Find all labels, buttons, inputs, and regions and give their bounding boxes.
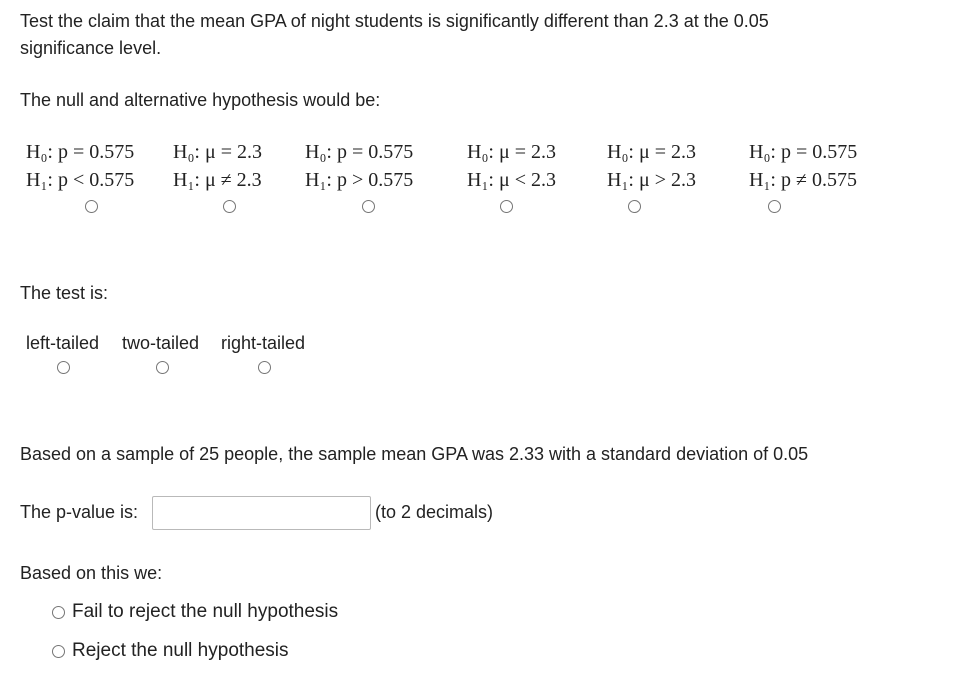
hypothesis-option-2-h1: H₁: μ ≠ 2.3 bbox=[173, 169, 262, 191]
question-text-line-1: Test the claim that the mean GPA of night students is significantly different than 2.3 at the 0.05 bbox=[20, 11, 769, 31]
hypothesis-option-4-h0: H₀: μ = 2.3 bbox=[467, 141, 556, 163]
hypothesis-radio-6[interactable] bbox=[768, 200, 781, 213]
test-radio-left-tailed[interactable] bbox=[57, 361, 70, 374]
conclusion-option-fail-to-reject-label: Fail to reject the null hypothesis bbox=[72, 601, 339, 622]
conclusion-option-reject[interactable] bbox=[52, 639, 289, 663]
test-prompt: The test is: bbox=[20, 283, 109, 303]
hypothesis-prompt: The null and alternative hypothesis would be: bbox=[20, 90, 381, 110]
pvalue-input[interactable] bbox=[152, 496, 371, 530]
test-radio-two-tailed[interactable] bbox=[156, 361, 169, 374]
hypothesis-radio-1[interactable] bbox=[85, 200, 98, 213]
hypothesis-option-5-h0: H₀: μ = 2.3 bbox=[607, 141, 696, 163]
hypothesis-option-4-h1: H₁: μ < 2.3 bbox=[467, 169, 556, 191]
hypothesis-option-1-h1: H₁: p < 0.575 bbox=[26, 169, 135, 191]
hypothesis-option-5-h1: H₁: μ > 2.3 bbox=[607, 169, 696, 191]
hypothesis-radio-2[interactable] bbox=[223, 200, 236, 213]
hypothesis-option-3-h1: H₁: p > 0.575 bbox=[305, 169, 414, 191]
question-text-line-2: significance level. bbox=[20, 38, 162, 58]
conclusion-option-reject-label: Reject the null hypothesis bbox=[72, 640, 289, 661]
hypothesis-radio-5[interactable] bbox=[628, 200, 641, 213]
hypothesis-option-3-h0: H₀: p = 0.575 bbox=[305, 141, 414, 163]
conclusion-radio-fail-to-reject[interactable] bbox=[52, 606, 65, 619]
hypothesis-options bbox=[26, 138, 901, 194]
conclusion-option-fail-to-reject[interactable] bbox=[52, 600, 338, 624]
test-option-two-tailed-label: two-tailed bbox=[122, 333, 200, 353]
hypothesis-option-1-h0: H₀: p = 0.575 bbox=[26, 141, 135, 163]
hypothesis-radio-4[interactable] bbox=[500, 200, 513, 213]
conclusion-radio-reject[interactable] bbox=[52, 645, 65, 658]
pvalue-label: The p-value is: bbox=[20, 502, 139, 522]
hypothesis-radio-3[interactable] bbox=[362, 200, 375, 213]
test-option-right-tailed-label: right-tailed bbox=[221, 333, 306, 353]
conclusion-prompt: Based on this we: bbox=[20, 563, 163, 583]
hypothesis-option-6-h0: H₀: p = 0.575 bbox=[749, 141, 858, 163]
pvalue-hint: (to 2 decimals) bbox=[375, 502, 494, 522]
test-radio-right-tailed[interactable] bbox=[258, 361, 271, 374]
sample-description: Based on a sample of 25 people, the sample mean GPA was 2.33 with a standard deviation of 0.05 bbox=[20, 444, 809, 464]
hypothesis-option-6-h1: H₁: p ≠ 0.575 bbox=[749, 169, 857, 191]
test-option-left-tailed-label: left-tailed bbox=[26, 333, 100, 353]
hypothesis-option-2-h0: H₀: μ = 2.3 bbox=[173, 141, 262, 163]
